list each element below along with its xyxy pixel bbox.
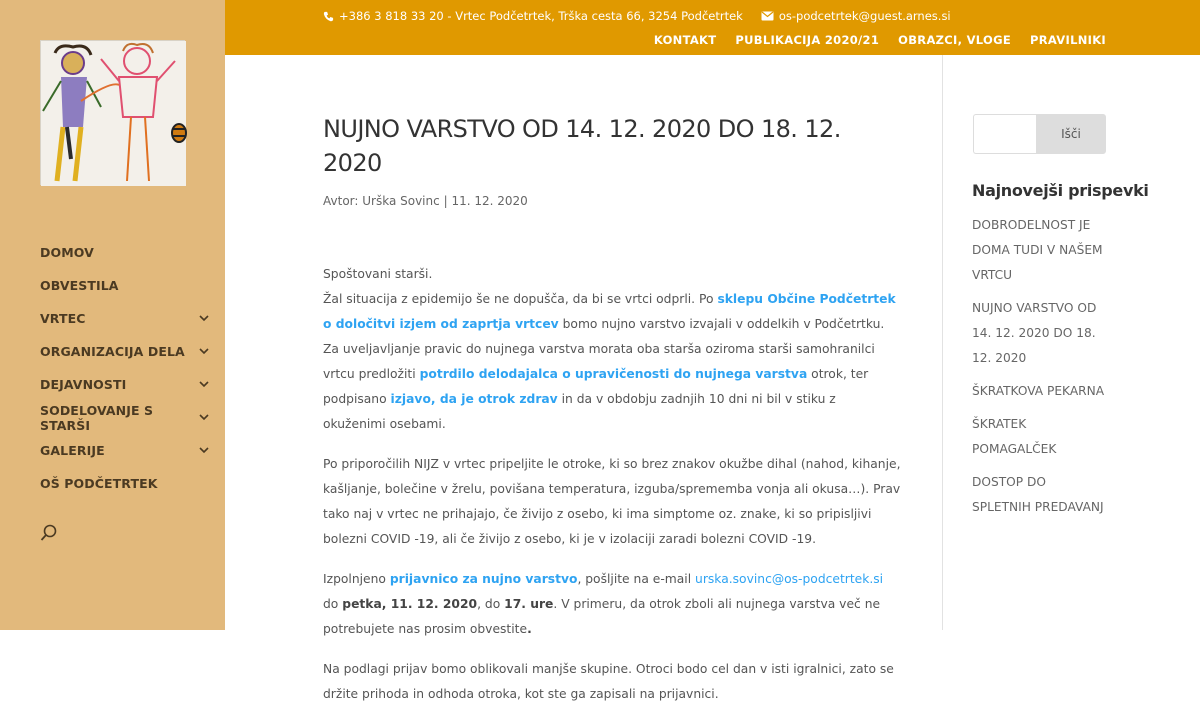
recent-post-link[interactable]: DOBRODELNOST JE DOMA TUDI V NAŠEM VRTCU — [972, 218, 1103, 282]
main-navigation — [40, 236, 210, 500]
recent-posts-list — [972, 213, 1107, 528]
link-potrdilo-delodajalca[interactable]: potrdilo delodajalca o upravičenosti do nujnega varstva — [419, 367, 808, 381]
nav-item-os-podcetrtek[interactable] — [40, 467, 210, 500]
recent-post-link[interactable]: ŠKRATKOVA PEKARNA — [972, 384, 1105, 398]
recent-posts-title: Najnovejši prispevki — [972, 181, 1149, 200]
nav-item-label: DOMOV — [40, 245, 94, 260]
nav-item-obvestila[interactable] — [40, 269, 210, 302]
nav-item-galerije[interactable] — [40, 434, 210, 467]
nav-item-label: OŠ PODČETRTEK — [40, 476, 158, 491]
search-icon[interactable] — [40, 524, 60, 544]
author-link[interactable]: Urška Sovinc — [362, 194, 440, 208]
nav-item-organizacija-dela[interactable] — [40, 335, 210, 368]
chevron-down-icon[interactable] — [199, 412, 210, 424]
phone-address-text: +386 3 818 33 20 - Vrtec Podčetrtek, Trška cesta 66, 3254 Podčetrtek — [339, 9, 743, 23]
recent-post-link[interactable]: NUJNO VARSTVO OD 14. 12. 2020 DO 18. 12. 2020 — [972, 301, 1097, 365]
deadline-date: petka, 11. 12. 2020 — [342, 597, 478, 611]
greeting: Spoštovani starši. — [323, 267, 433, 281]
email-text: os-podcetrtek@guest.arnes.si — [778, 9, 951, 23]
nav-item-label: SODELOVANJE S STARŠI — [40, 402, 154, 433]
text: do — [323, 597, 339, 611]
top-navigation — [654, 33, 1106, 47]
email-link[interactable] — [761, 9, 951, 23]
nav-item-label: VRTEC — [40, 311, 86, 326]
search-input[interactable] — [973, 114, 1036, 154]
search-widget — [973, 114, 1106, 154]
paragraph: Po priporočilih NIJZ v vrtec pripeljite le otroke, ki so brez znakov okužbe dihal (nahod, kihanje, kašljanje, bolečine v žrelu, povišana temperatura, izguba/sprememba vonja ali okusa…). Prav tako naj v vrtec ne prihajajo, če živijo z osebo, ki ima simptome oz. znake, ki so pripisljivi bolezni COVID -19, ali če živijo z osebo, ki je v izolaciji zaradi bolezni COVID -19. — [323, 457, 901, 546]
top-header — [225, 0, 1200, 55]
nav-item-vrtec[interactable] — [40, 302, 210, 335]
children-drawing-logo — [41, 41, 186, 186]
paragraph: Na podlagi prijav bomo oblikovali manjše skupine. Otroci bodo cel dan v isti igralnici, zato se držite prihoda in odhoda otroka, kot ste ga zapisali na prijavnici. — [323, 662, 894, 701]
recent-post-link[interactable]: ŠKRATEK POMAGALČEK — [972, 417, 1057, 456]
top-nav-kontakt[interactable]: KONTAKT — [653, 33, 717, 47]
text: . — [527, 622, 532, 636]
link-email-urska[interactable]: urska.sovinc@os-podcetrtek.si — [695, 572, 884, 586]
text: , pošljite na e-mail — [577, 572, 692, 586]
phone-icon — [323, 11, 334, 22]
left-sidebar — [0, 0, 225, 630]
text: bomo nujno varstvo izvajali v oddelkih v Podčetrtku. Za uveljavljanje pravic do nujnega varstva morata oba starša oziroma starši samohranilci vrtcu predložiti — [323, 317, 885, 381]
nav-item-sodelovanje-s-starsi[interactable] — [40, 401, 210, 434]
link-sklep-obcine[interactable]: sklepu Občine Podčetrtek o določitvi izjem od zaprtja vrtcev — [323, 292, 896, 331]
envelope-icon — [761, 11, 774, 21]
article — [323, 112, 901, 722]
text: Izpolnjeno — [323, 572, 386, 586]
text: . V primeru, da otrok zboli ali nujnega varstva več ne potrebujete nas prosim obvestite — [323, 597, 881, 636]
top-nav-publikacija[interactable]: PUBLIKACIJA 2020/21 — [735, 33, 880, 47]
contact-info — [323, 9, 951, 23]
link-prijavnica[interactable]: prijavnico za nujno varstvo — [389, 572, 578, 586]
site-logo[interactable] — [40, 40, 185, 185]
paragraph — [323, 567, 901, 642]
nav-item-domov[interactable] — [40, 236, 210, 269]
post-meta — [323, 194, 901, 208]
text: otrok, ter podpisano — [323, 367, 869, 406]
paragraph — [323, 262, 901, 437]
post-content — [323, 262, 901, 707]
link-izjava-zdrav[interactable]: izjavo, da je otrok zdrav — [390, 392, 558, 406]
meta-separator: | — [443, 194, 448, 208]
search-button[interactable]: Išči — [1036, 114, 1106, 154]
deadline-time: 17. ure — [504, 597, 554, 611]
text: in da v obdobju zadnjih 10 dni ni bil v stiku z okuženimi osebami. — [323, 392, 836, 431]
text: , do — [477, 597, 501, 611]
nav-item-label: DEJAVNOSTI — [40, 377, 127, 392]
chevron-down-icon[interactable] — [198, 379, 210, 391]
chevron-down-icon[interactable] — [198, 346, 210, 358]
top-nav-pravilniki[interactable]: PRAVILNIKI — [1029, 33, 1106, 47]
chevron-down-icon[interactable] — [198, 313, 210, 325]
meta-prefix: Avtor: — [323, 194, 359, 208]
recent-post-link[interactable]: DOSTOP DO SPLETNIH PREDAVANJ — [972, 475, 1104, 514]
top-nav-obrazci-vloge[interactable]: OBRAZCI, VLOGE — [898, 33, 1011, 47]
nav-item-label: GALERIJE — [40, 443, 105, 458]
chevron-down-icon[interactable] — [198, 445, 210, 457]
text: Žal situacija z epidemijo še ne dopušča, da bi se vrtci odprli. Po — [323, 292, 714, 306]
nav-item-label: OBVESTILA — [40, 278, 119, 293]
nav-item-dejavnosti[interactable] — [40, 368, 210, 401]
post-date: 11. 12. 2020 — [451, 194, 528, 208]
content-divider — [942, 55, 943, 630]
nav-item-label: ORGANIZACIJA DELA — [40, 344, 185, 359]
post-title: NUJNO VARSTVO OD 14. 12. 2020 DO 18. 12. 2020 — [323, 115, 841, 177]
